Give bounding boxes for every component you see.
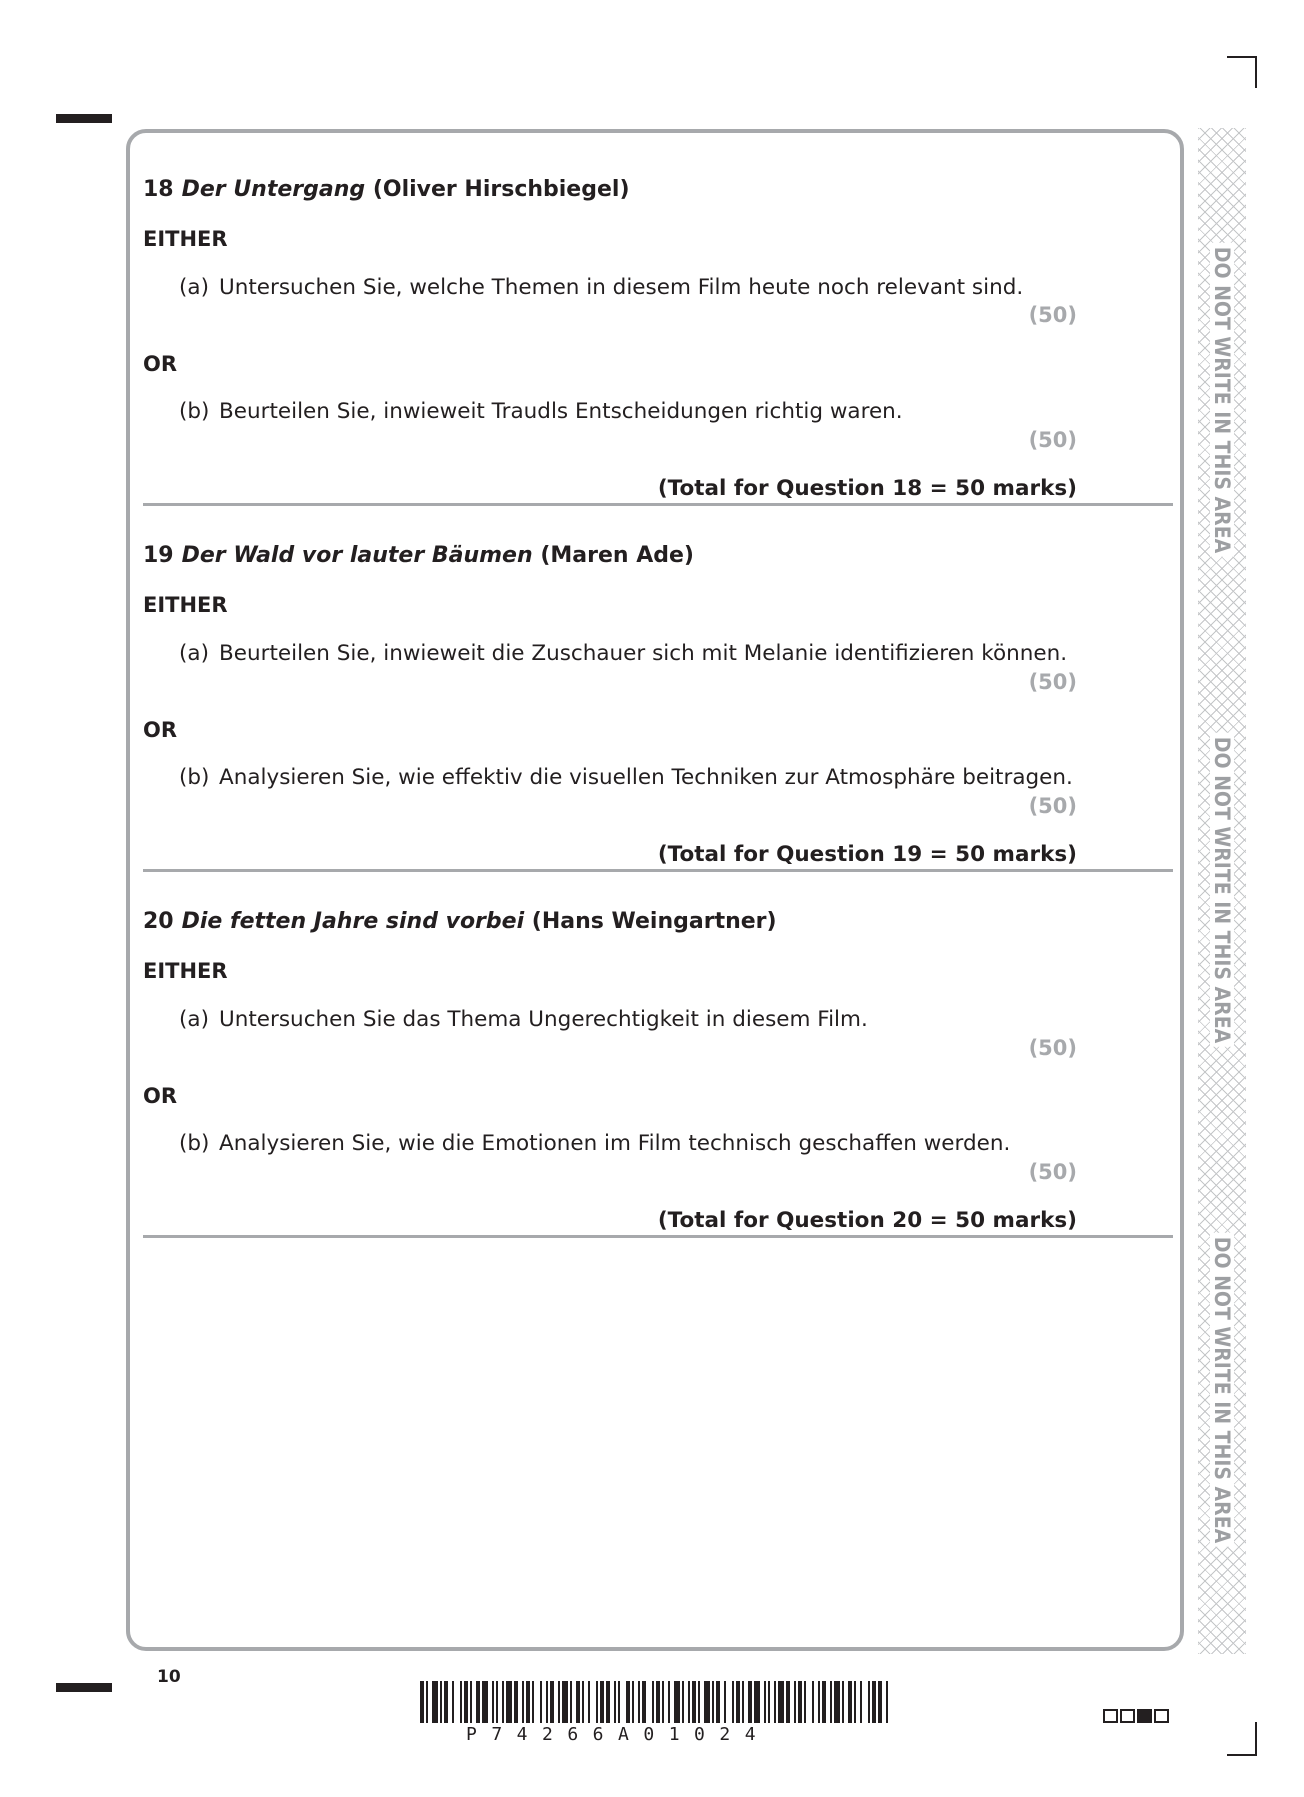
indicator-box-filled: [1137, 1709, 1152, 1723]
question-title: [143, 909, 777, 934]
question-total: (Total for Question 18 = 50 marks): [657, 476, 1077, 501]
question-title: [143, 543, 694, 568]
crop-mark-top-right-h: [1227, 56, 1257, 58]
divider-line: [143, 869, 1173, 872]
question-title: [143, 177, 630, 202]
crop-mark-bottom-right-h: [1227, 1754, 1257, 1756]
page-number: 10: [157, 1667, 181, 1687]
crop-mark-bottom-right-v: [1255, 1722, 1257, 1756]
barcode: [420, 1681, 892, 1723]
page-frame: [126, 129, 1184, 1651]
film-title: Die fetten Jahre sind vorbei: [181, 909, 525, 934]
barcode-text: P74266A01024: [466, 1724, 771, 1745]
question-number: 19: [143, 543, 174, 568]
part-a: [179, 275, 1023, 300]
marks-a: (50): [1028, 1036, 1077, 1060]
registration-tick-top: [56, 114, 112, 123]
or-label: OR: [143, 718, 178, 742]
part-text: Beurteilen Sie, inwieweit Traudls Entscheidungen richtig waren.: [219, 399, 903, 424]
registration-tick-bottom: [56, 1683, 112, 1692]
page-position-indicator: [1103, 1709, 1171, 1723]
marks-b: (50): [1028, 1160, 1077, 1184]
indicator-box: [1120, 1709, 1135, 1723]
part-label: (a): [179, 641, 209, 666]
either-label: EITHER: [143, 593, 228, 617]
side-warning-bottom: DO NOT WRITE IN THIS AREA: [1210, 1233, 1234, 1547]
part-text: Beurteilen Sie, inwieweit die Zuschauer sich mit Melanie identifizieren können.: [219, 641, 1068, 666]
part-label: (a): [179, 1007, 209, 1032]
film-title: Der Untergang: [181, 177, 366, 202]
crop-mark-top-right-v: [1255, 56, 1257, 88]
marks-a: (50): [1028, 670, 1077, 694]
film-title: Der Wald vor lauter Bäumen: [181, 543, 533, 568]
film-director: (Oliver Hirschbiegel): [372, 177, 630, 202]
film-director: (Maren Ade): [540, 543, 694, 568]
part-label: (b): [179, 765, 210, 790]
either-label: EITHER: [143, 227, 228, 251]
part-b: [179, 399, 903, 424]
question-total: (Total for Question 19 = 50 marks): [657, 842, 1077, 867]
film-director: (Hans Weingartner): [531, 909, 777, 934]
indicator-box: [1154, 1709, 1169, 1723]
indicator-box: [1103, 1709, 1118, 1723]
part-b: [179, 1131, 1010, 1156]
part-label: (a): [179, 275, 209, 300]
side-warning-top: DO NOT WRITE IN THIS AREA: [1210, 243, 1234, 557]
part-a: [179, 1007, 868, 1032]
marks-b: (50): [1028, 428, 1077, 452]
question-total: (Total for Question 20 = 50 marks): [657, 1208, 1077, 1233]
side-warning-middle: DO NOT WRITE IN THIS AREA: [1210, 733, 1234, 1047]
part-text: Analysieren Sie, wie die Emotionen im Film technisch geschaffen werden.: [219, 1131, 1011, 1156]
part-label: (b): [179, 1131, 210, 1156]
question-number: 18: [143, 177, 174, 202]
part-text: Analysieren Sie, wie effektiv die visuellen Techniken zur Atmosphäre beitragen.: [219, 765, 1073, 790]
question-number: 20: [143, 909, 174, 934]
part-a: [179, 641, 1067, 666]
part-label: (b): [179, 399, 210, 424]
or-label: OR: [143, 352, 178, 376]
divider-line: [143, 503, 1173, 506]
marks-a: (50): [1028, 303, 1077, 327]
marks-b: (50): [1028, 794, 1077, 818]
either-label: EITHER: [143, 959, 228, 983]
part-text: Untersuchen Sie das Thema Ungerechtigkeit in diesem Film.: [219, 1007, 868, 1032]
or-label: OR: [143, 1084, 178, 1108]
part-b: [179, 765, 1073, 790]
part-text: Untersuchen Sie, welche Themen in diesem Film heute noch relevant sind.: [219, 275, 1024, 300]
divider-line: [143, 1235, 1173, 1238]
